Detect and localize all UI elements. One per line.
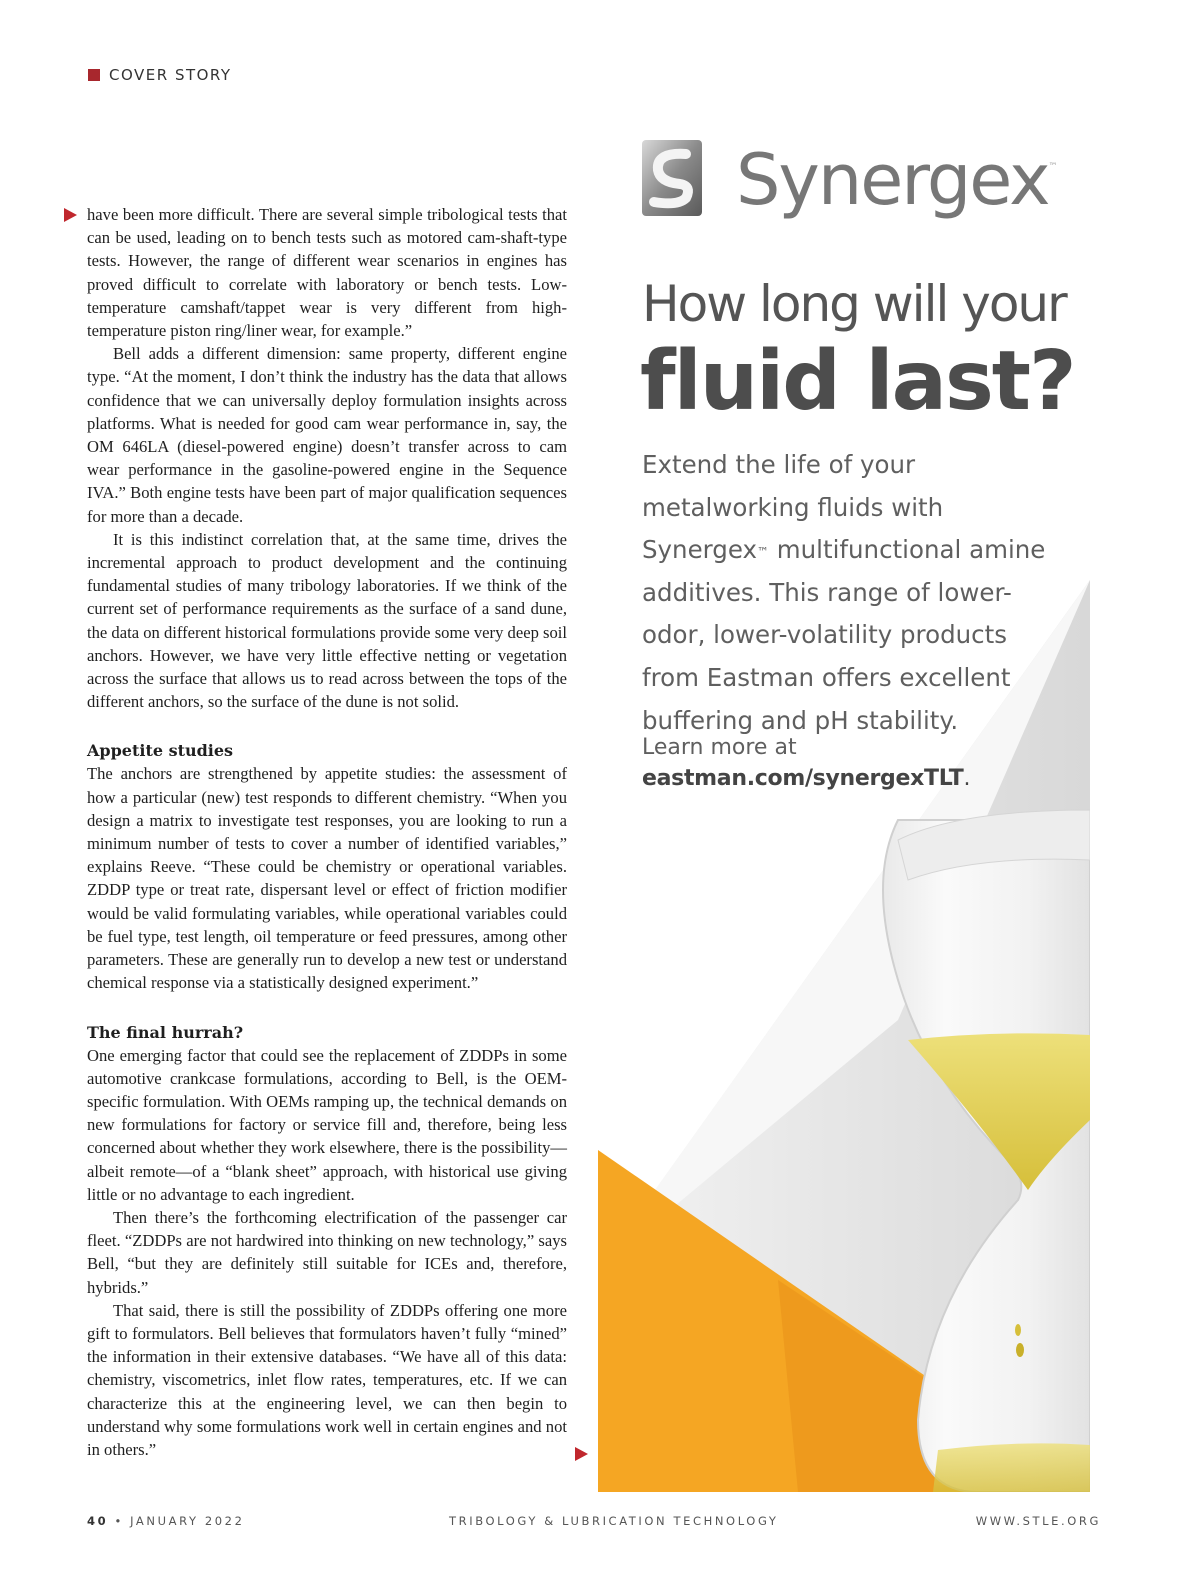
continued-arrow-icon	[64, 208, 77, 222]
ad-body-part2: multifunctional amine additives. This range of lower-odor, lower-volatility products from Eastman offers excellent buffering and pH stability.	[642, 535, 1046, 735]
article-paragraph: The anchors are strengthened by appetite studies: the assessment of how a particular (new) test responds to different chemistry. “When you design a matrix to investigate test responses, you are looking to run a minimum number of tests to cover a number of identified variables,” explains Reeve. “These could be chemistry or operational variables. ZDDP type or treat rate, dispersant level or effect of friction modifier would be valid formulating variables, while operational variables could be fuel type, test length, oil temperature or feed pressures, among other parameters. These are generally run to develop a new test or understand chemical response via a statistically designed experiment.”	[87, 764, 567, 993]
footer-publication: TRIBOLOGY & LUBRICATION TECHNOLOGY	[449, 1514, 779, 1528]
subheading-appetite-studies: Appetite studies	[87, 741, 234, 761]
trademark-symbol: ™	[757, 545, 769, 560]
ad-body-copy	[642, 444, 1052, 742]
synergex-advertisement[interactable]	[598, 120, 1090, 1492]
synergex-wordmark: Synergex	[736, 139, 1049, 221]
article-body	[87, 203, 567, 1461]
learn-more-text: Learn more at	[642, 735, 797, 760]
article-paragraph: It is this indistinct correlation that, at the same time, drives the incremental approach to product development and the continuing fundamental studies of many tribology laboratories. If we think of the current set of performance requirements as the surface of a sand dune, the data on different historical formulations provide some very deep soil anchors. However, we have very little effective netting or vegetation across the surface that allows us to read across between the tops of the different anchors, so the surface of the dune is not solid.	[87, 529, 567, 712]
footer-issue	[87, 1514, 245, 1528]
section-tag	[88, 66, 232, 84]
article-paragraph: Then there’s the forthcoming electrification of the passenger car fleet. “ZDDPs are not hardwired into thinking on new technology,” says Bell, “but they are definitely still suitable for ICEs and, therefore, hybrids.”	[87, 1207, 567, 1297]
synergex-logo	[642, 140, 1058, 220]
ad-url-text[interactable]: eastman.com/synergexTLT	[642, 766, 964, 791]
section-marker-icon	[88, 69, 100, 81]
trademark-symbol: ™	[1048, 162, 1058, 172]
article-paragraph: have been more difficult. There are several simple tribological tests that can be used, leading on to bench tests such as motored cam-shaft-type tests. However, the range of different wear scenarios in engines has proved difficult to correlate with laboratory or bench tests. Low-temperature camshaft/tappet wear is very different from high-temperature piston ring/liner wear, for example.”	[87, 205, 567, 341]
ad-headline-line1: How long will your	[642, 275, 1066, 333]
ad-body-part1: Extend the life of your metalworking fluids with Synergex	[642, 450, 944, 565]
article-paragraph: One emerging factor that could see the replacement of ZDDPs in some automotive crankcase formulations, according to Bell, is the OEM-specific formulation. With OEMs ramping up, the technical demands on new formulations for factory or service fill and, therefore, being less concerned about whether they work elsewhere, there is the possibility—albeit remote—of a “blank sheet” approach, with historical use giving little or no advantage to each ingredient.	[87, 1045, 567, 1204]
footer-website[interactable]: WWW.STLE.ORG	[975, 1514, 1101, 1528]
article-paragraph: Bell adds a different dimension: same property, different engine type. “At the moment, I don’t think the industry has the data that allows confidence that we can universally deploy formulation insights across platforms. What is needed for good cam wear performance in, say, the OM 646LA (diesel-powered engine) doesn’t transfer across to cam wear performance in the gasoline-powered engine in the Sequence IVA.” Both engine tests have been part of major qualification sequences for more than a decade.	[87, 344, 567, 526]
ad-headline-line2: fluid last?	[640, 334, 1075, 429]
footer-separator: •	[114, 1514, 124, 1528]
section-label: COVER STORY	[109, 66, 232, 84]
subheading-final-hurrah: The final hurrah?	[87, 1022, 244, 1042]
ad-url-period: .	[963, 766, 971, 791]
ad-url-link[interactable]	[642, 763, 970, 794]
page-number: 40	[87, 1514, 109, 1528]
synergex-s-mark-icon	[642, 140, 702, 216]
end-of-article-arrow-icon	[575, 1447, 588, 1461]
article-paragraph: That said, there is still the possibility of ZDDPs offering one more gift to formulators. Bell believes that formulators haven’t fully “mined” the information in their extensive databases. “We have all of this data: chemistry, viscometrics, inlet flow rates, temperatures, etc. If we can characterize this at the engineering level, we can then begin to understand why some formulations work well in certain engines and not in others.”	[87, 1300, 567, 1459]
issue-date: JANUARY 2022	[130, 1514, 245, 1528]
